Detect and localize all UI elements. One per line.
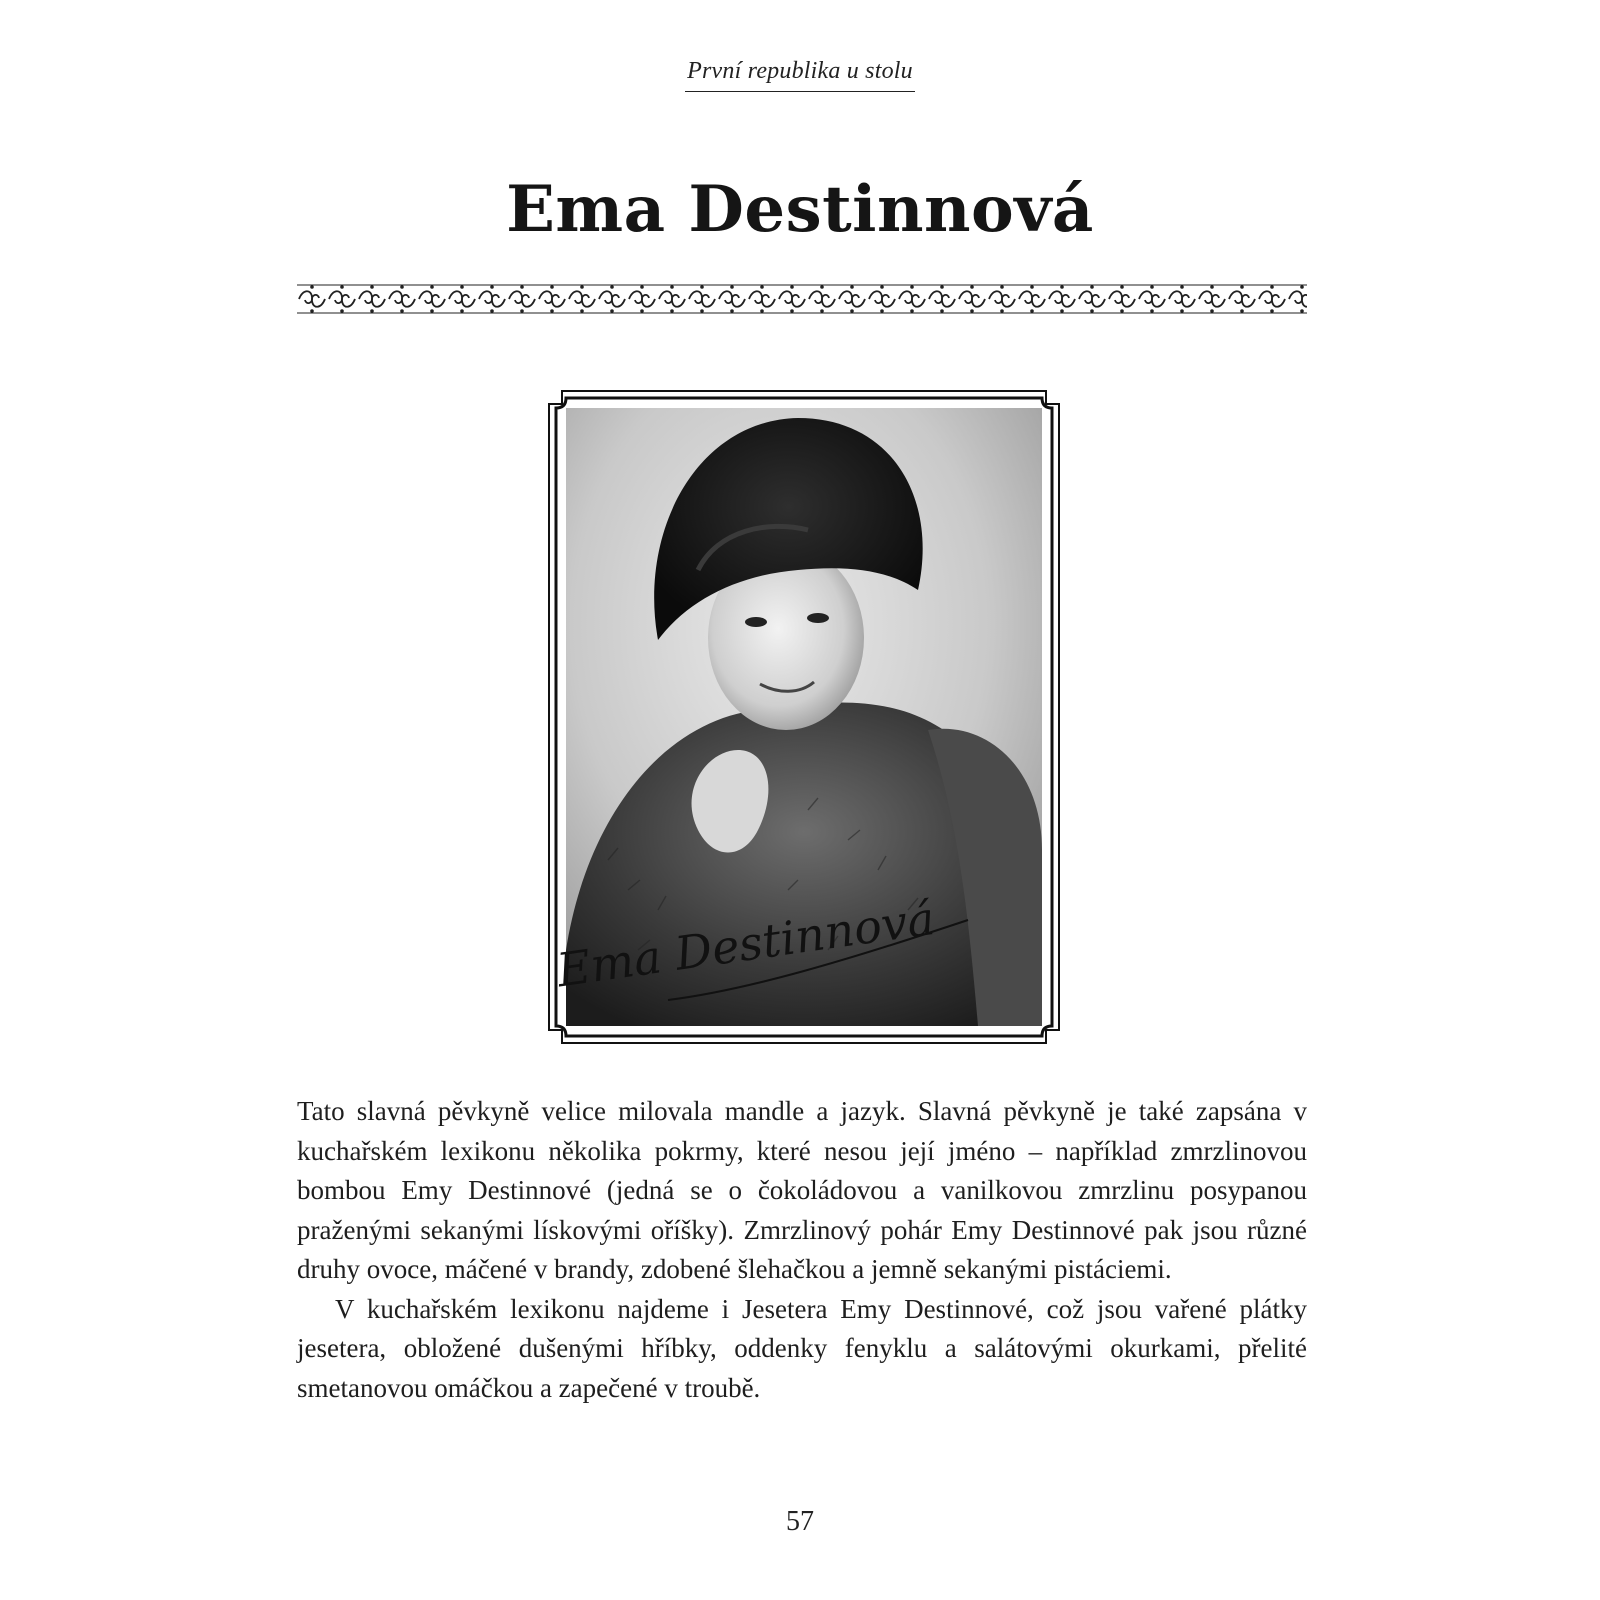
page-title: Ema Destinnová xyxy=(506,172,1094,247)
body-text xyxy=(297,1092,1307,1408)
portrait-photo xyxy=(548,390,1060,1044)
paragraph-2: V kuchařském lexikonu najdeme i Jesetera Emy Destinnové, což jsou vařené plátky jesetera, obložené dušenými hříbky, oddenky fenyklu a salátovými okurkami, přelité smetanovou omáčkou a zapečené v troubě. xyxy=(297,1293,1307,1403)
ornament-pattern-icon xyxy=(297,282,1307,316)
signature: Ema Destinnová xyxy=(553,890,938,998)
running-head xyxy=(0,58,1600,92)
running-head-text: První republika u stolu xyxy=(685,58,915,92)
page-number: 57 xyxy=(786,1506,814,1537)
paragraph-1: Tato slavná pěvkyně velice milovala mandle a jazyk. Slavná pěvkyně je také zapsána v kuchařském lexikonu několika pokrmy, které nesou její jméno – například zmrzlinovou bombou Emy Destinnové (jedná se o čokoládovou a vanilkovou zmrzlinu posypanou praženými sekanými lískovými oříšky). Zmrzlinový pohár Emy Destinnové pak jsou různé druhy ovoce, máčené v brandy, zdobené šlehačkou a jemně sekanými pistáciemi. xyxy=(297,1096,1307,1284)
ornamental-border xyxy=(297,282,1307,316)
